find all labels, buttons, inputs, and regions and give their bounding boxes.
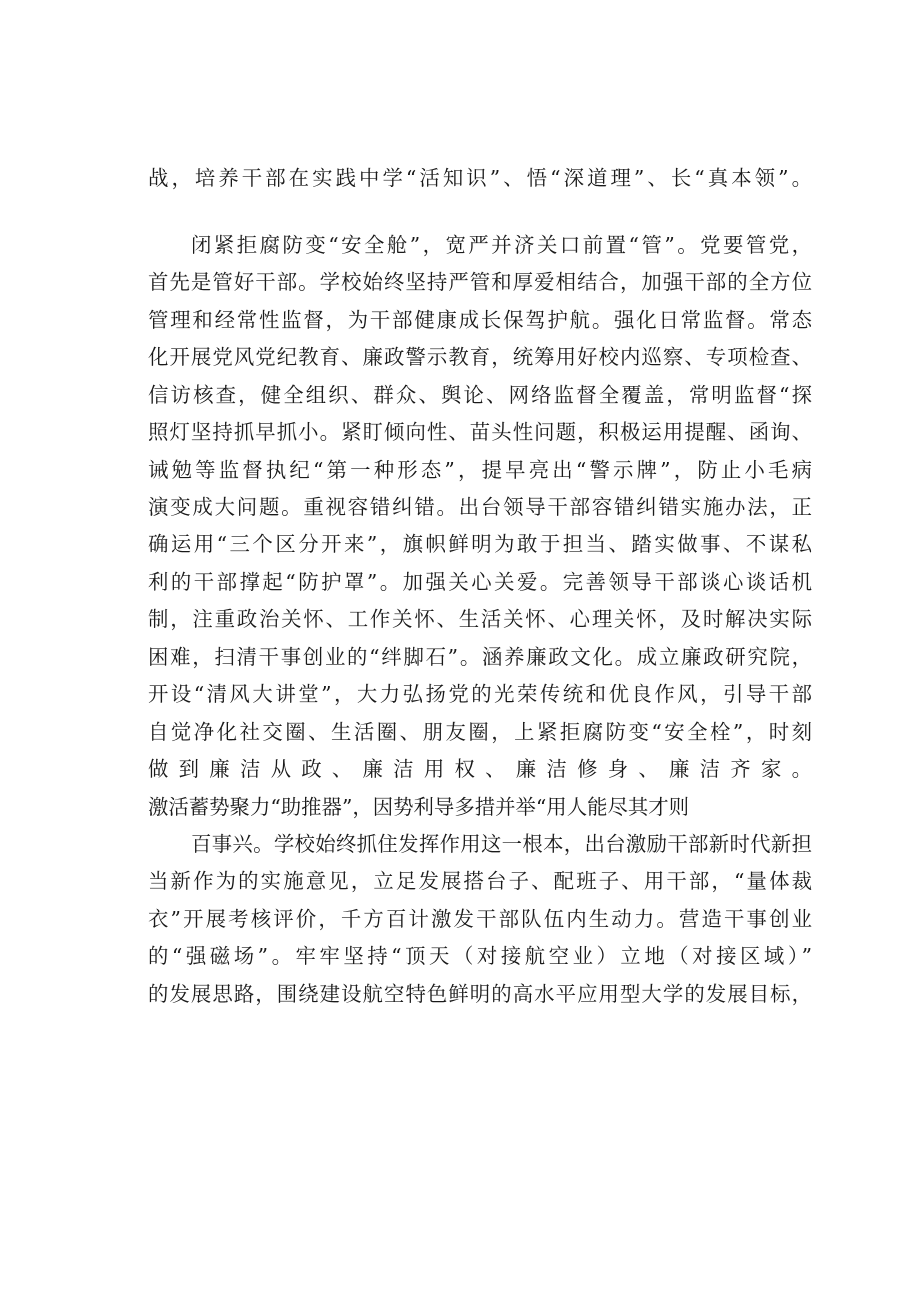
text-line-16: 做到廉洁从政、廉洁用权、廉洁修身、廉洁齐家。 [148,757,812,781]
text-line-17: 激活蓄势聚力“助推器”，因势利导多措并举“用人能尽其才则 [148,795,690,819]
text-line-11: 利的干部撑起“防护罩”。加强关心关爱。完善领导干部谈心谈话机 [148,570,812,594]
text-line-20: 衣”开展考核评价，千方百计激发干部队伍内生动力。营造干事创业 [148,907,812,931]
text-line-4: 管理和经常性监督，为干部健康成长保驾护航。强化日常监督。常态 [148,308,812,332]
text-line-3: 首先是管好干部。学校始终坚持严管和厚爱相结合，加强干部的全方位 [148,270,812,294]
text-line-22: 的发展思路，围绕建设航空特色鲜明的高水平应用型大学的发展目标， [148,982,812,1006]
text-line-12: 制，注重政治关怀、工作关怀、生活关怀、心理关怀，及时解决实际 [148,607,812,631]
text-line-14: 开设“清风大讲堂”，大力弘扬党的光荣传统和优良作风，引导干部 [148,682,812,706]
text-line-21: 的“强磁场”。牢牢坚持“顶天（对接航空业）立地（对接区域）” [148,944,812,968]
text-line-15: 自觉净化社交圈、生活圈、朋友圈，上紧拒腐防变“安全栓”，时刻 [148,720,812,744]
text-line-18: 百事兴。学校始终抓住发挥作用这一根本，出台激励干部新时代新担 [191,832,812,856]
text-line-19: 当新作为的实施意见，立足发展搭台子、配班子、用干部，“量体裁 [148,869,812,893]
text-line-10: 确运用“三个区分开来”，旗帜鲜明为敢于担当、踏实做事、不谋私 [148,532,812,556]
text-line-13: 困难，扫清干事创业的“绊脚石”。涵养廉政文化。成立廉政研究院， [148,645,812,669]
text-line-5: 化开展党风党纪教育、廉政警示教育，统筹用好校内巡察、专项检查、 [148,345,812,369]
text-line-8: 诫勉等监督执纪“第一种形态”，提早亮出“警示牌”，防止小毛病 [148,458,812,482]
text-line-7: 照灯坚持抓早抓小。紧盯倾向性、苗头性问题，积极运用提醒、函询、 [148,420,812,444]
text-line-2: 闭紧拒腐防变“安全舱”，宽严并济关口前置“管”。党要管党， [191,233,812,257]
text-line-6: 信访核查，健全组织、群众、舆论、网络监督全覆盖，常明监督“探 [148,383,812,407]
text-line-1: 战，培养干部在实践中学“活知识”、悟“深道理”、长“真本领”。 [148,166,812,190]
text-line-9: 演变成大问题。重视容错纠错。出台领导干部容错纠错实施办法，正 [148,495,812,519]
